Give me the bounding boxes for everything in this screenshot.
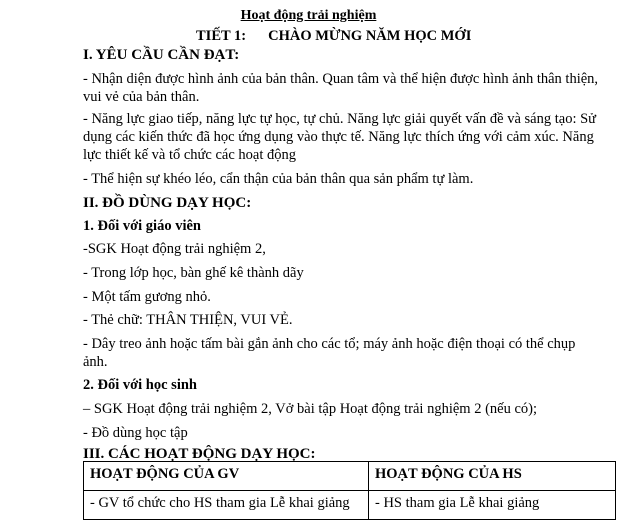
table-row — [84, 491, 616, 520]
table-header-row — [84, 462, 616, 491]
teacher-item-4: - Thẻ chữ: THÂN THIỆN, VUI VẺ. — [83, 312, 293, 328]
section1-item-3: - Thể hiện sự khéo léo, cẩn thận của bản thân qua sản phẩm tự làm. — [83, 171, 474, 187]
section1-item-1: - Nhận diện được hình ảnh của bản thân. Quan tâm và thể hiện được hình ảnh thân thiện, vui vẻ của bản thân. — [83, 71, 599, 105]
header-cell-gv: HOẠT ĐỘNG CỦA GV — [84, 462, 369, 491]
section1-item-2: - Năng lực giao tiếp, năng lực tự học, tự chủ. Năng lực giải quyết vấn đề và sáng tạo: Sử dụng các kiến thức đã học ứng dụng vào thực tế. Năng lực thích ứng với cảm xúc. Năng lực thiết kế và tổ chức các hoạt động — [83, 111, 597, 163]
lesson-number: TIẾT 1: — [196, 28, 247, 44]
teacher-item-2: - Trong lớp học, bàn ghế kê thành dãy — [83, 265, 304, 281]
lesson-title — [196, 27, 471, 45]
subject-title: Hoạt động trải nghiệm — [240, 8, 377, 23]
header-cell-hs: HOẠT ĐỘNG CỦA HS — [369, 462, 616, 491]
teacher-item-3: - Một tấm gương nhỏ. — [83, 289, 211, 305]
student-item-2: - Đồ dùng học tập — [83, 425, 188, 441]
activities-table — [83, 461, 616, 520]
student-heading: 2. Đối với học sinh — [83, 377, 197, 393]
section1-heading: I. YÊU CẦU CẦN ĐẠT: — [83, 47, 240, 63]
student-item-1: – SGK Hoạt động trải nghiệm 2, Vở bài tập Hoạt động trải nghiệm 2 (nếu có); — [83, 401, 537, 417]
section2-heading: II. ĐỒ DÙNG DẠY HỌC: — [83, 195, 252, 211]
cell-hs: - HS tham gia Lễ khai giảng — [369, 491, 616, 520]
teacher-item-1: -SGK Hoạt động trải nghiệm 2, — [83, 241, 266, 257]
lesson-name: CHÀO MỪNG NĂM HỌC MỚI — [268, 28, 472, 44]
teacher-heading: 1. Đối với giáo viên — [83, 218, 201, 234]
cell-gv: - GV tổ chức cho HS tham gia Lễ khai giảng — [84, 491, 369, 520]
teacher-item-5: - Dây treo ảnh hoặc tấm bài gắn ảnh cho các tổ; máy ảnh hoặc điện thoại có thể chụp ảnh. — [83, 336, 576, 370]
section3-heading: III. CÁC HOẠT ĐỘNG DẠY HỌC: — [83, 446, 316, 462]
